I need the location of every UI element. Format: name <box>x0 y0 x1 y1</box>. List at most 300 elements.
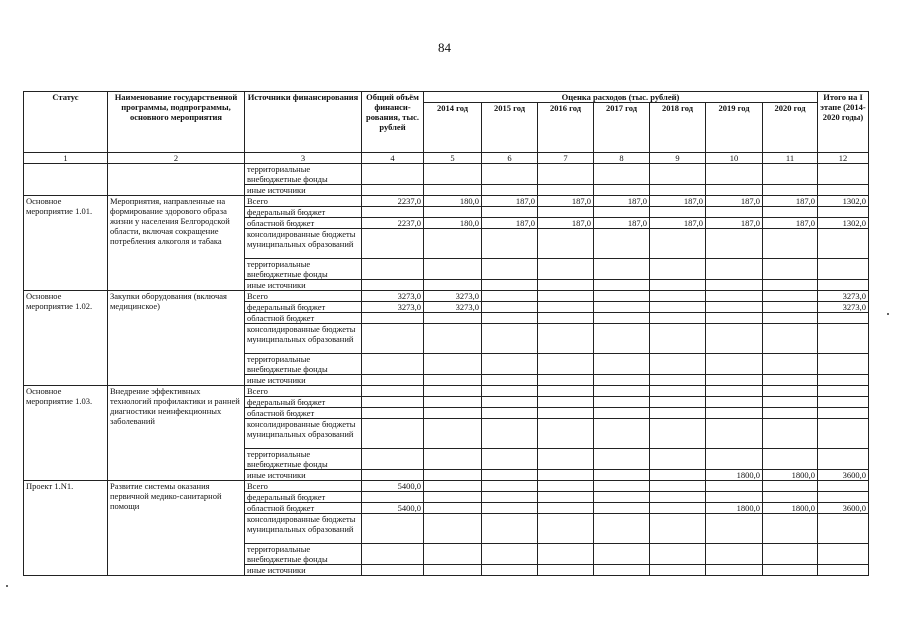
year-value-cell <box>594 514 650 544</box>
year-value-cell <box>482 544 538 565</box>
year-value-cell <box>538 185 594 196</box>
source-cell: федеральный бюджет <box>245 397 362 408</box>
year-value-cell <box>650 481 706 492</box>
year-value-cell <box>706 419 763 449</box>
budget-table <box>23 91 869 576</box>
year-value-cell <box>706 280 763 291</box>
year-value-cell <box>538 386 594 397</box>
year-value-cell: 3273,0 <box>424 291 482 302</box>
total-volume-cell <box>362 386 424 397</box>
year-value-cell <box>594 408 650 419</box>
year-value-cell <box>706 514 763 544</box>
year-value-cell <box>650 544 706 565</box>
year-value-cell <box>538 492 594 503</box>
source-cell: консолидированные бюджеты муниципальных образований <box>245 419 362 449</box>
year-value-cell <box>424 164 482 185</box>
year-value-cell <box>538 302 594 313</box>
source-cell: иные источники <box>245 565 362 576</box>
page-number: 84 <box>438 40 451 55</box>
table-row <box>24 386 869 397</box>
year-value-cell <box>594 565 650 576</box>
total-volume-cell <box>362 229 424 259</box>
year-value-cell <box>424 419 482 449</box>
year-value-cell <box>706 207 763 218</box>
stage-total-cell <box>818 280 869 291</box>
year-value-cell <box>763 408 818 419</box>
year-value-cell <box>706 544 763 565</box>
year-value-cell <box>650 313 706 324</box>
year-value-cell <box>706 565 763 576</box>
stage-total-cell <box>818 514 869 544</box>
source-cell: территориальные внебюджетные фонды <box>245 259 362 280</box>
stage-total-cell <box>818 207 869 218</box>
year-value-cell <box>594 164 650 185</box>
year-value-cell <box>763 544 818 565</box>
year-value-cell <box>594 313 650 324</box>
header-stage-total: Итого на I этапе (2014-2020 годы) <box>818 92 869 153</box>
year-value-cell <box>763 313 818 324</box>
table-row <box>24 164 869 185</box>
stage-total-cell: 1302,0 <box>818 218 869 229</box>
header-year: 2017 год <box>594 103 650 153</box>
year-value-cell <box>424 449 482 470</box>
source-cell: областной бюджет <box>245 218 362 229</box>
stage-total-cell <box>818 354 869 375</box>
program-name-cell: Развитие системы оказания первичной медико-санитарной помощи <box>108 481 245 576</box>
stage-total-cell: 3600,0 <box>818 503 869 514</box>
year-value-cell <box>706 386 763 397</box>
year-value-cell <box>594 229 650 259</box>
year-value-cell <box>482 397 538 408</box>
year-value-cell <box>482 185 538 196</box>
year-value-cell <box>424 408 482 419</box>
column-number: 2 <box>108 153 245 164</box>
source-cell: иные источники <box>245 470 362 481</box>
total-volume-cell <box>362 397 424 408</box>
year-value-cell <box>538 544 594 565</box>
year-value-cell <box>594 375 650 386</box>
year-value-cell: 187,0 <box>482 196 538 207</box>
total-volume-cell <box>362 565 424 576</box>
year-value-cell <box>538 207 594 218</box>
year-value-cell <box>424 397 482 408</box>
total-volume-cell: 3273,0 <box>362 302 424 313</box>
year-value-cell <box>706 313 763 324</box>
total-volume-cell <box>362 354 424 375</box>
stage-total-cell <box>818 544 869 565</box>
header-year: 2015 год <box>482 103 538 153</box>
year-value-cell <box>650 164 706 185</box>
header-estimate: Оценка расходов (тыс. рублей) <box>424 92 818 103</box>
total-volume-cell <box>362 544 424 565</box>
status-cell: Основное мероприятие 1.02. <box>24 291 108 386</box>
year-value-cell <box>482 503 538 514</box>
year-value-cell <box>706 324 763 354</box>
year-value-cell <box>650 419 706 449</box>
total-volume-cell <box>362 313 424 324</box>
source-cell: территориальные внебюджетные фонды <box>245 544 362 565</box>
total-volume-cell <box>362 419 424 449</box>
year-value-cell <box>424 207 482 218</box>
status-cell: Основное мероприятие 1.01. <box>24 196 108 291</box>
source-cell: иные источники <box>245 375 362 386</box>
year-value-cell <box>424 386 482 397</box>
year-value-cell <box>763 449 818 470</box>
total-volume-cell <box>362 449 424 470</box>
header-year: 2018 год <box>650 103 706 153</box>
stage-total-cell: 1302,0 <box>818 196 869 207</box>
year-value-cell <box>706 492 763 503</box>
year-value-cell <box>650 302 706 313</box>
year-value-cell <box>538 313 594 324</box>
year-value-cell <box>763 280 818 291</box>
year-value-cell <box>424 354 482 375</box>
year-value-cell <box>424 313 482 324</box>
year-value-cell: 1800,0 <box>706 503 763 514</box>
year-value-cell <box>763 259 818 280</box>
source-cell: Всего <box>245 196 362 207</box>
year-value-cell <box>650 408 706 419</box>
year-value-cell <box>650 503 706 514</box>
source-cell: иные источники <box>245 280 362 291</box>
year-value-cell <box>424 280 482 291</box>
total-volume-cell <box>362 408 424 419</box>
status-cell: Основное мероприятие 1.03. <box>24 386 108 481</box>
total-volume-cell <box>362 207 424 218</box>
stage-total-cell <box>818 386 869 397</box>
total-volume-cell <box>362 259 424 280</box>
year-value-cell: 187,0 <box>650 196 706 207</box>
year-value-cell <box>594 185 650 196</box>
year-value-cell: 187,0 <box>706 218 763 229</box>
year-value-cell <box>650 291 706 302</box>
source-cell: консолидированные бюджеты муниципальных образований <box>245 229 362 259</box>
total-volume-cell: 3273,0 <box>362 291 424 302</box>
year-value-cell <box>706 229 763 259</box>
year-value-cell <box>706 185 763 196</box>
year-value-cell: 180,0 <box>424 196 482 207</box>
stage-total-cell <box>818 324 869 354</box>
year-value-cell <box>706 302 763 313</box>
year-value-cell <box>763 481 818 492</box>
year-value-cell <box>763 492 818 503</box>
total-volume-cell <box>362 375 424 386</box>
year-value-cell <box>482 259 538 280</box>
year-value-cell: 187,0 <box>763 196 818 207</box>
header-total-volume: Общий объём финанси-рования, тыс. рублей <box>362 92 424 153</box>
year-value-cell <box>706 259 763 280</box>
year-value-cell <box>650 185 706 196</box>
year-value-cell <box>763 397 818 408</box>
stage-total-cell <box>818 492 869 503</box>
stage-total-cell: 3273,0 <box>818 291 869 302</box>
source-cell: областной бюджет <box>245 313 362 324</box>
year-value-cell <box>763 164 818 185</box>
total-volume-cell <box>362 324 424 354</box>
year-value-cell: 187,0 <box>706 196 763 207</box>
header-year: 2016 год <box>538 103 594 153</box>
year-value-cell <box>763 291 818 302</box>
stage-total-cell <box>818 481 869 492</box>
source-cell: территориальные внебюджетные фонды <box>245 354 362 375</box>
column-number: 5 <box>424 153 482 164</box>
year-value-cell <box>538 164 594 185</box>
total-volume-cell <box>362 514 424 544</box>
stage-total-cell <box>818 408 869 419</box>
year-value-cell <box>482 386 538 397</box>
source-cell: федеральный бюджет <box>245 302 362 313</box>
year-value-cell <box>763 229 818 259</box>
year-value-cell <box>482 302 538 313</box>
source-cell: федеральный бюджет <box>245 492 362 503</box>
year-value-cell <box>424 492 482 503</box>
status-cell <box>24 164 108 196</box>
year-value-cell <box>594 492 650 503</box>
year-value-cell <box>538 419 594 449</box>
year-value-cell <box>650 280 706 291</box>
year-value-cell <box>763 565 818 576</box>
year-value-cell <box>706 397 763 408</box>
status-cell: Проект 1.N1. <box>24 481 108 576</box>
year-value-cell: 187,0 <box>538 218 594 229</box>
year-value-cell <box>706 375 763 386</box>
total-volume-cell: 5400,0 <box>362 503 424 514</box>
year-value-cell <box>424 565 482 576</box>
stage-total-cell: 3273,0 <box>818 302 869 313</box>
year-value-cell <box>424 229 482 259</box>
source-cell: территориальные внебюджетные фонды <box>245 164 362 185</box>
column-number: 10 <box>706 153 763 164</box>
column-number: 8 <box>594 153 650 164</box>
year-value-cell <box>706 291 763 302</box>
column-number-row <box>24 153 869 164</box>
year-value-cell <box>538 375 594 386</box>
year-value-cell <box>482 164 538 185</box>
year-value-cell <box>482 291 538 302</box>
year-value-cell <box>538 229 594 259</box>
total-volume-cell <box>362 185 424 196</box>
year-value-cell <box>763 354 818 375</box>
source-cell: консолидированные бюджеты муниципальных образований <box>245 324 362 354</box>
header-year: 2020 год <box>763 103 818 153</box>
year-value-cell <box>763 386 818 397</box>
year-value-cell <box>482 449 538 470</box>
column-number: 11 <box>763 153 818 164</box>
year-value-cell <box>706 354 763 375</box>
year-value-cell <box>424 503 482 514</box>
year-value-cell <box>763 185 818 196</box>
total-volume-cell: 5400,0 <box>362 481 424 492</box>
header-program-name: Наименование государственной программы, подпрограммы, основного мероприятия <box>108 92 245 153</box>
year-value-cell <box>538 408 594 419</box>
year-value-cell <box>482 419 538 449</box>
year-value-cell <box>538 514 594 544</box>
year-value-cell <box>482 375 538 386</box>
stage-total-cell <box>818 164 869 185</box>
column-number: 12 <box>818 153 869 164</box>
header-row-1 <box>24 92 869 103</box>
year-value-cell: 180,0 <box>424 218 482 229</box>
stage-total-cell: 3600,0 <box>818 470 869 481</box>
year-value-cell <box>706 164 763 185</box>
year-value-cell: 187,0 <box>650 218 706 229</box>
year-value-cell <box>763 375 818 386</box>
year-value-cell: 1800,0 <box>763 470 818 481</box>
column-number: 9 <box>650 153 706 164</box>
year-value-cell <box>594 397 650 408</box>
source-cell: областной бюджет <box>245 503 362 514</box>
table-row <box>24 291 869 302</box>
year-value-cell <box>706 449 763 470</box>
year-value-cell <box>482 229 538 259</box>
year-value-cell <box>424 514 482 544</box>
year-value-cell <box>650 492 706 503</box>
year-value-cell <box>650 207 706 218</box>
column-number: 3 <box>245 153 362 164</box>
year-value-cell <box>594 544 650 565</box>
year-value-cell <box>424 324 482 354</box>
year-value-cell <box>594 354 650 375</box>
year-value-cell <box>538 280 594 291</box>
column-number: 6 <box>482 153 538 164</box>
scan-speck <box>6 585 8 587</box>
total-volume-cell <box>362 280 424 291</box>
total-volume-cell: 2237,0 <box>362 196 424 207</box>
stage-total-cell <box>818 419 869 449</box>
year-value-cell <box>594 291 650 302</box>
year-value-cell <box>538 449 594 470</box>
year-value-cell <box>482 313 538 324</box>
year-value-cell <box>538 354 594 375</box>
year-value-cell <box>650 375 706 386</box>
year-value-cell <box>538 291 594 302</box>
source-cell: Всего <box>245 386 362 397</box>
program-name-cell: Внедрение эффективных технологий профилактики и ранней диагностики неинфекционных заболеваний <box>108 386 245 481</box>
year-value-cell <box>763 419 818 449</box>
total-volume-cell <box>362 470 424 481</box>
year-value-cell <box>650 449 706 470</box>
year-value-cell: 1800,0 <box>763 503 818 514</box>
stage-total-cell <box>818 185 869 196</box>
year-value-cell: 187,0 <box>482 218 538 229</box>
year-value-cell <box>538 481 594 492</box>
year-value-cell <box>594 386 650 397</box>
year-value-cell <box>594 481 650 492</box>
year-value-cell <box>424 259 482 280</box>
year-value-cell <box>482 354 538 375</box>
table-body <box>24 164 869 576</box>
year-value-cell <box>763 302 818 313</box>
year-value-cell <box>594 280 650 291</box>
year-value-cell: 3273,0 <box>424 302 482 313</box>
year-value-cell <box>482 408 538 419</box>
table-row <box>24 481 869 492</box>
year-value-cell: 187,0 <box>763 218 818 229</box>
year-value-cell <box>424 481 482 492</box>
year-value-cell <box>538 324 594 354</box>
year-value-cell <box>650 324 706 354</box>
year-value-cell <box>538 470 594 481</box>
stage-total-cell <box>818 375 869 386</box>
year-value-cell <box>594 259 650 280</box>
year-value-cell <box>650 470 706 481</box>
year-value-cell <box>538 259 594 280</box>
year-value-cell <box>594 503 650 514</box>
column-number: 7 <box>538 153 594 164</box>
year-value-cell <box>482 492 538 503</box>
column-number: 1 <box>24 153 108 164</box>
program-name-cell <box>108 164 245 196</box>
year-value-cell <box>763 324 818 354</box>
stage-total-cell <box>818 229 869 259</box>
year-value-cell <box>482 565 538 576</box>
source-cell: консолидированные бюджеты муниципальных образований <box>245 514 362 544</box>
year-value-cell: 187,0 <box>594 196 650 207</box>
year-value-cell <box>594 419 650 449</box>
table-row <box>24 196 869 207</box>
source-cell: федеральный бюджет <box>245 207 362 218</box>
stage-total-cell <box>818 259 869 280</box>
year-value-cell <box>424 470 482 481</box>
year-value-cell <box>706 408 763 419</box>
header-sources: Источники финансирования <box>245 92 362 153</box>
year-value-cell <box>650 354 706 375</box>
year-value-cell <box>482 280 538 291</box>
year-value-cell <box>538 565 594 576</box>
year-value-cell <box>594 449 650 470</box>
stage-total-cell <box>818 313 869 324</box>
total-volume-cell <box>362 492 424 503</box>
year-value-cell <box>650 565 706 576</box>
year-value-cell <box>594 470 650 481</box>
column-number: 4 <box>362 153 424 164</box>
year-value-cell <box>650 514 706 544</box>
program-name-cell: Мероприятия, направленные на формирование здорового образа жизни у населения Белгородской области, включая сокращение потребления алкоголя и табака <box>108 196 245 291</box>
source-cell: Всего <box>245 481 362 492</box>
year-value-cell <box>594 207 650 218</box>
source-cell: территориальные внебюджетные фонды <box>245 449 362 470</box>
stage-total-cell <box>818 449 869 470</box>
year-value-cell <box>424 544 482 565</box>
year-value-cell <box>424 375 482 386</box>
source-cell: иные источники <box>245 185 362 196</box>
year-value-cell <box>482 481 538 492</box>
source-cell: Всего <box>245 291 362 302</box>
total-volume-cell <box>362 164 424 185</box>
header-year: 2019 год <box>706 103 763 153</box>
year-value-cell <box>650 259 706 280</box>
year-value-cell <box>650 229 706 259</box>
year-value-cell <box>650 397 706 408</box>
year-value-cell <box>482 470 538 481</box>
stage-total-cell <box>818 565 869 576</box>
year-value-cell <box>538 503 594 514</box>
source-cell: областной бюджет <box>245 408 362 419</box>
program-name-cell: Закупки оборудования (включая медицинское) <box>108 291 245 386</box>
year-value-cell <box>538 397 594 408</box>
year-value-cell <box>594 324 650 354</box>
stage-total-cell <box>818 397 869 408</box>
year-value-cell <box>594 302 650 313</box>
header-year: 2014 год <box>424 103 482 153</box>
year-value-cell <box>424 185 482 196</box>
total-volume-cell: 2237,0 <box>362 218 424 229</box>
scan-speck <box>887 313 889 315</box>
year-value-cell <box>763 514 818 544</box>
year-value-cell <box>763 207 818 218</box>
year-value-cell <box>482 324 538 354</box>
year-value-cell: 1800,0 <box>706 470 763 481</box>
